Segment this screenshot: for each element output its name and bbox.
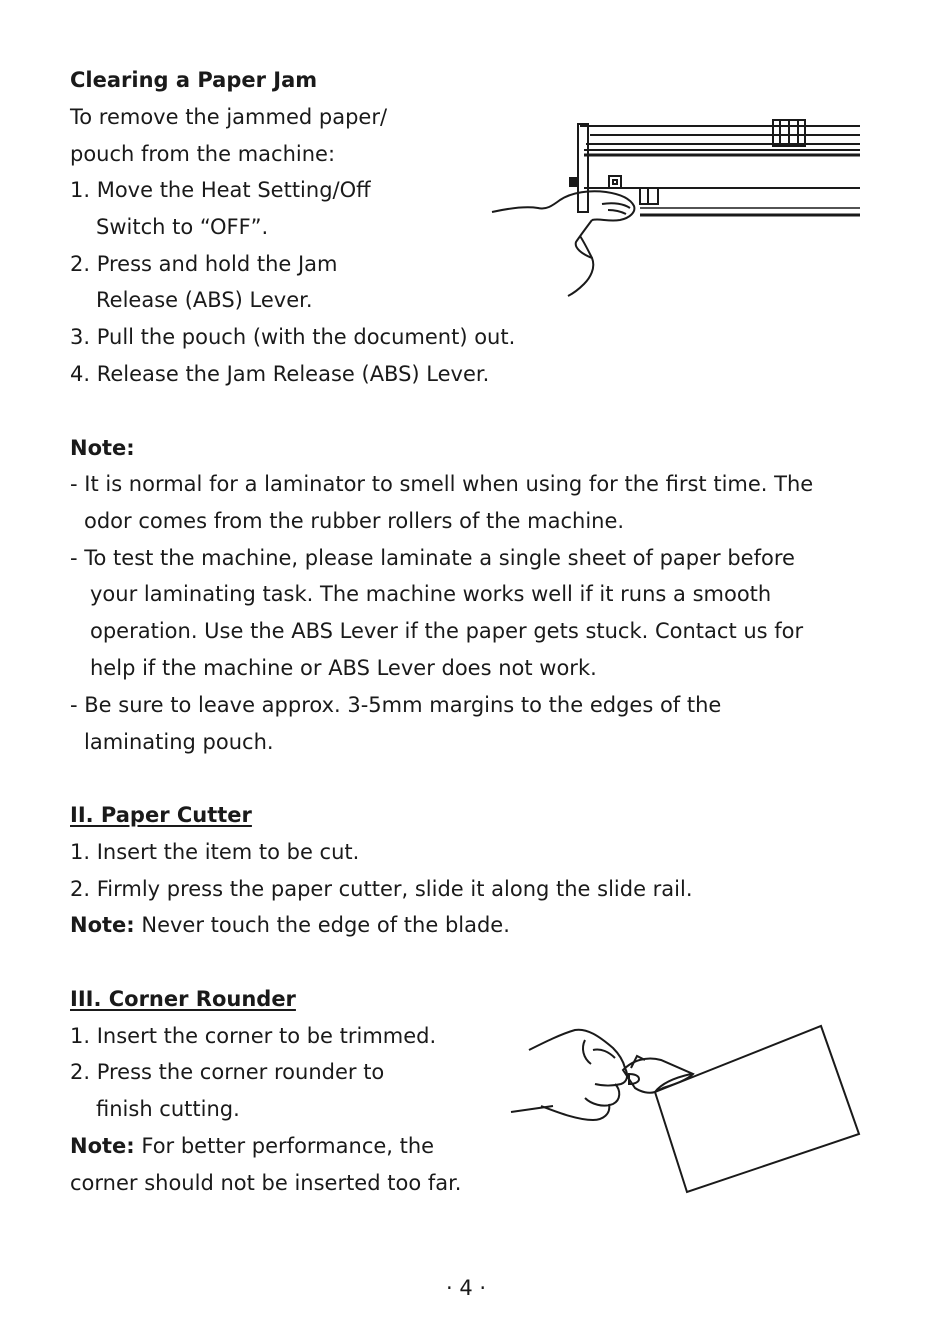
rounder-note-label: Note: [70, 1134, 135, 1158]
rounder-note-text: For better performance, the [134, 1134, 435, 1158]
cutter-step-1: 1. Insert the item to be cut. [70, 840, 360, 864]
note-2-line-2: your laminating task. The machine works well if it runs a smooth [90, 582, 772, 606]
note-3-line-2: laminating pouch. [84, 730, 274, 754]
cutter-note [70, 907, 510, 944]
note-2-line-4: help if the machine or ABS Lever does not work. [90, 656, 597, 680]
jam-intro-line-2: pouch from the machine: [70, 142, 336, 166]
note-1-line-1: - It is normal for a laminator to smell when using for the first time. The [70, 472, 814, 496]
note-2-line-1: - To test the machine, please laminate a single sheet of paper before [70, 546, 795, 570]
rounder-step-2-cont: finish cutting. [96, 1097, 240, 1121]
jam-intro-line-1: To remove the jammed paper/ [70, 105, 388, 129]
rounder-note [70, 1128, 434, 1165]
note-2-line-3: operation. Use the ABS Lever if the paper gets stuck. Contact us for [90, 619, 804, 643]
rounder-note-cont: corner should not be inserted too far. [70, 1171, 462, 1195]
cutter-heading: II. Paper Cutter [70, 803, 252, 827]
rounder-step-1: 1. Insert the corner to be trimmed. [70, 1024, 437, 1048]
cutter-note-label: Note: [70, 913, 135, 937]
jam-step-1-cont: Switch to “OFF”. [96, 215, 269, 239]
jam-heading: Clearing a Paper Jam [70, 68, 318, 92]
jam-step-4: 4. Release the Jam Release (ABS) Lever. [70, 362, 490, 386]
cutter-note-text: Never touch the edge of the blade. [134, 913, 510, 937]
jam-step-1: 1. Move the Heat Setting/Off [70, 178, 371, 202]
rounder-heading: III. Corner Rounder [70, 987, 296, 1011]
rounder-step-2: 2. Press the corner rounder to [70, 1060, 385, 1084]
page-number: · 4 · [445, 1276, 487, 1300]
corner-rounder-illustration [505, 1020, 865, 1200]
laminator-illustration [480, 110, 870, 300]
note-heading: Note: [70, 436, 135, 460]
jam-step-2: 2. Press and hold the Jam [70, 252, 338, 276]
cutter-step-2: 2. Firmly press the paper cutter, slide it along the slide rail. [70, 877, 693, 901]
note-3-line-1: - Be sure to leave approx. 3-5mm margins to the edges of the [70, 693, 722, 717]
jam-step-2-cont: Release (ABS) Lever. [96, 288, 313, 312]
jam-step-3: 3. Pull the pouch (with the document) out. [70, 325, 516, 349]
note-1-line-2: odor comes from the rubber rollers of the machine. [84, 509, 625, 533]
